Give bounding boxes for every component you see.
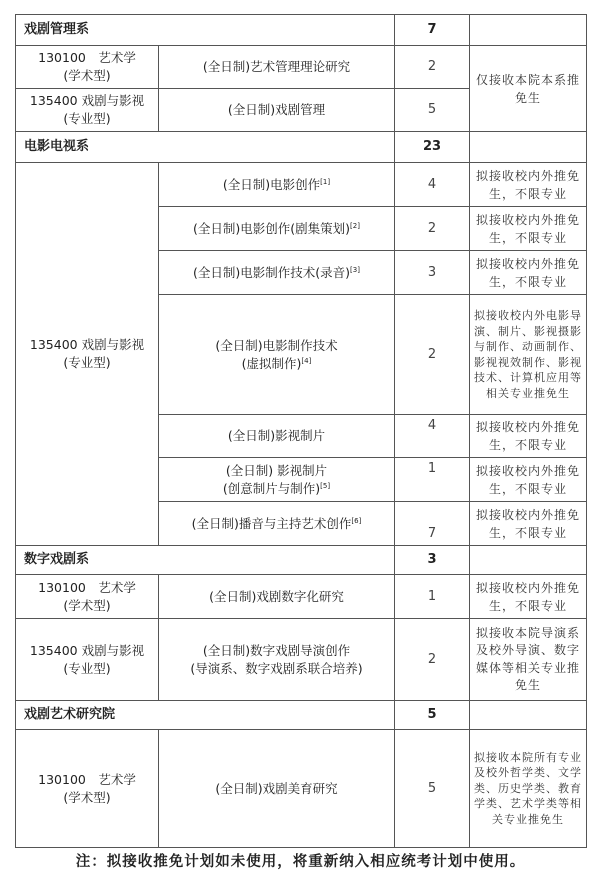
research-direction: (全日制) 影视制片 (创意制片与制作)[5] xyxy=(159,458,395,502)
admission-note: 拟接收校内外推免生，不限专业 xyxy=(470,575,587,619)
major-code: 130100 艺术学 xyxy=(38,50,136,65)
degree-type: (专业型) xyxy=(63,660,111,676)
department-total: 5 xyxy=(395,701,470,730)
quota-number: 2 xyxy=(395,619,470,701)
degree-type: (学术型) xyxy=(63,68,111,83)
footnote-ref: [6] xyxy=(351,516,362,525)
admission-note: 拟接收校内外推免生，不限专业 xyxy=(470,458,587,502)
section-header-row xyxy=(16,132,587,163)
footnote-ref: [4] xyxy=(301,356,312,365)
research-direction: (全日制)戏剧数字化研究 xyxy=(159,575,395,619)
department-total: 3 xyxy=(395,546,470,575)
department-name: 戏剧管理系 xyxy=(16,15,395,46)
admission-note: 拟接收本院所有专业及校外哲学类、文学类、历史学类、教育学类、艺术学类等相关专业推免生 xyxy=(470,730,587,848)
research-direction: (全日制)电影创作(剧集策划)[2] xyxy=(159,207,395,251)
quota-number: 2 xyxy=(395,207,470,251)
research-direction: (全日制)电影创作[1] xyxy=(159,163,395,207)
research-direction: (全日制)电影制作技术(录音)[3] xyxy=(159,251,395,295)
table-row xyxy=(16,575,587,619)
major-code: 135400 戏剧与影视 xyxy=(29,93,145,108)
major-code: 130100 艺术学 xyxy=(38,771,136,787)
table-row xyxy=(16,730,587,848)
department-total: 7 xyxy=(395,15,470,46)
degree-type: (学术型) xyxy=(63,789,111,805)
section-header-row xyxy=(16,15,587,46)
department-total: 23 xyxy=(395,132,470,163)
major-cell xyxy=(16,89,159,132)
research-direction: (全日制)数字戏剧导演创作 (导演系、数字戏剧系联合培养) xyxy=(159,619,395,701)
empty-cell xyxy=(470,701,587,730)
footer-note: 注：拟接收推免计划如未使用，将重新纳入相应统考计划中使用。 xyxy=(75,853,526,870)
quota-number: 2 xyxy=(395,46,470,89)
admission-note: 仅接收本院本系推免生 xyxy=(470,46,587,132)
research-direction: (全日制)戏剧美育研究 xyxy=(159,730,395,848)
quota-number: 2 xyxy=(395,295,470,415)
admission-note: 拟接收本院导演系及校外导演、数字媒体等相关专业推免生 xyxy=(470,619,587,701)
major-code: 135400 戏剧与影视 xyxy=(29,642,145,658)
major-cell xyxy=(16,163,159,546)
quota-number: 1 xyxy=(395,458,470,502)
recommendation-plan-table xyxy=(15,14,587,848)
research-direction: (全日制)影视制片 xyxy=(159,415,395,458)
major-cell xyxy=(16,730,159,848)
department-name: 电影电视系 xyxy=(16,132,395,163)
table-row xyxy=(16,46,587,89)
research-direction: (全日制)播音与主持艺术创作[6] xyxy=(159,502,395,546)
quota-number: 4 xyxy=(395,415,470,458)
footnote-ref: [2] xyxy=(350,221,360,230)
major-code: 135400 戏剧与影视 xyxy=(29,337,145,352)
table-row xyxy=(16,619,587,701)
quota-number: 7 xyxy=(395,502,470,546)
admission-note: 拟接收校内外推免生，不限专业 xyxy=(470,207,587,251)
degree-type: (学术型) xyxy=(63,597,111,613)
major-code: 130100 艺术学 xyxy=(38,579,136,595)
research-direction: (全日制)电影制作技术 (虚拟制作)[4] xyxy=(159,295,395,415)
research-direction: (全日制)艺术管理理论研究 xyxy=(159,46,395,89)
section-header-row xyxy=(16,546,587,575)
research-direction: (全日制)戏剧管理 xyxy=(159,89,395,132)
empty-cell xyxy=(470,132,587,163)
footnote-ref: [3] xyxy=(350,265,360,274)
department-name: 数字戏剧系 xyxy=(16,546,395,575)
table-row xyxy=(16,163,587,207)
quota-number: 1 xyxy=(395,575,470,619)
quota-number: 5 xyxy=(395,730,470,848)
degree-type: (专业型) xyxy=(63,111,111,126)
quota-number: 3 xyxy=(395,251,470,295)
admission-note: 拟接收校内外推免生，不限专业 xyxy=(470,415,587,458)
major-cell xyxy=(16,575,159,619)
department-name: 戏剧艺术研究院 xyxy=(16,701,395,730)
footnote-ref: [5] xyxy=(320,481,331,490)
major-cell xyxy=(16,46,159,89)
footnote-ref: [1] xyxy=(320,177,331,186)
admission-note: 拟接收校内外推免生，不限专业 xyxy=(470,251,587,295)
empty-cell xyxy=(470,15,587,46)
empty-cell xyxy=(470,546,587,575)
quota-number: 5 xyxy=(395,89,470,132)
section-header-row xyxy=(16,701,587,730)
quota-number: 4 xyxy=(395,163,470,207)
admission-note: 拟接收校内外电影导演、制片、影视摄影与制作、动画制作、影视视效制作、影视技术、计算机应用等相关专业推免生 xyxy=(470,295,587,415)
degree-type: (专业型) xyxy=(63,355,111,370)
admission-note: 拟接收校内外推免生，不限专业 xyxy=(470,163,587,207)
admission-note: 拟接收校内外推免生，不限专业 xyxy=(470,502,587,546)
major-cell xyxy=(16,619,159,701)
